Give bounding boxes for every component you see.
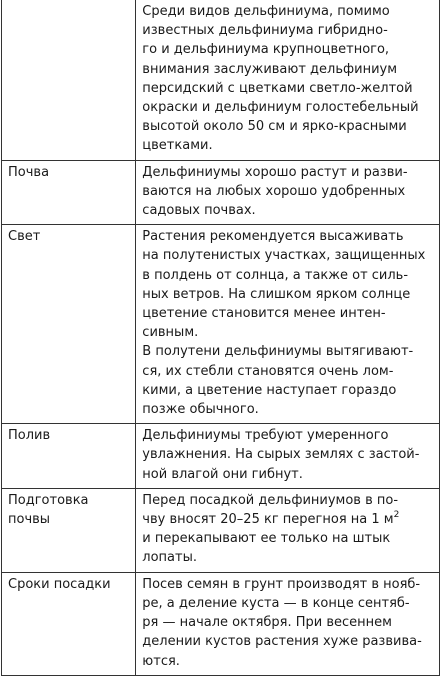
text-line: лопаты. bbox=[142, 550, 197, 566]
row-label-planting-time: Сроки посадки bbox=[2, 572, 136, 675]
text-line: Перед посадкой дельфиниумов в по- bbox=[142, 492, 399, 508]
light-paragraph-1 bbox=[142, 227, 433, 342]
text-line: ря — начале октября. При весеннем bbox=[142, 615, 392, 631]
text-line-with-unit bbox=[142, 510, 433, 529]
text-fragment: чву вносят 20–25 кг перегноя на 1 м bbox=[142, 512, 394, 528]
text-line: Дельфиниумы хорошо растут и разви- bbox=[142, 164, 408, 180]
text-line: позже обычного. bbox=[142, 402, 259, 418]
plant-care-table bbox=[1, 0, 440, 676]
superscript-two: 2 bbox=[393, 510, 400, 521]
row-label-watering: Полив bbox=[2, 424, 136, 489]
text-line: ных ветров. На слишком ярком солнце bbox=[142, 286, 411, 302]
row-label-light: Свет bbox=[2, 225, 136, 424]
row-label-species bbox=[2, 0, 136, 160]
light-paragraph-2 bbox=[142, 342, 433, 419]
row-text-soil bbox=[136, 160, 440, 225]
soil-preparation-paragraph bbox=[142, 491, 433, 568]
text-line: ре, а деление куста — в конце сентяб- bbox=[142, 595, 410, 611]
text-line: окраски и дельфиниум голостебельный bbox=[142, 100, 419, 116]
row-text-soil-preparation bbox=[136, 488, 440, 572]
text-line: персидский с цветками светло-желтой bbox=[142, 80, 413, 96]
table-row-species bbox=[2, 0, 440, 160]
text-line: цветение становится менее интен- bbox=[142, 306, 386, 322]
table-row-light bbox=[2, 225, 440, 424]
table-row-soil bbox=[2, 160, 440, 225]
label-line: Подготовка bbox=[8, 492, 89, 508]
text-line: Дельфиниумы требуют умеренного bbox=[142, 428, 389, 444]
table-row-watering bbox=[2, 424, 440, 489]
row-text-watering bbox=[136, 424, 440, 489]
text-line: Посев семян в грунт производят в нояб- bbox=[142, 576, 421, 592]
text-line: ются. bbox=[142, 653, 180, 669]
row-label-soil: Почва bbox=[2, 160, 136, 225]
text-line: Среди видов дельфиниума, помимо bbox=[142, 4, 390, 19]
text-line: на полутенистых участках, защищенных bbox=[142, 248, 426, 264]
text-line: В полутени дельфиниумы вытягивают- bbox=[142, 344, 414, 360]
text-line: известных дельфиниума гибридно- bbox=[142, 23, 388, 39]
text-line: ной влагой они гибнут. bbox=[142, 466, 303, 482]
text-line: Растения рекомендуется высаживать bbox=[142, 229, 404, 245]
text-line: садовых почвах. bbox=[142, 203, 256, 219]
text-line: внимания заслуживают дельфиниум bbox=[142, 61, 398, 77]
table-row-planting-time bbox=[2, 572, 440, 675]
table-row-soil-preparation bbox=[2, 488, 440, 572]
text-line: высотой около 50 см и ярко-красными bbox=[142, 119, 407, 135]
species-paragraph bbox=[142, 2, 433, 156]
text-line: делении кустов растения хуже развива- bbox=[142, 634, 422, 650]
text-line: и перекапывают ее только на штык bbox=[142, 531, 391, 547]
row-text-planting-time bbox=[136, 572, 440, 675]
text-line: ваются на любых хорошо удобренных bbox=[142, 183, 406, 199]
text-line: го и дельфиниума крупноцветного, bbox=[142, 42, 390, 58]
planting-time-paragraph bbox=[142, 575, 433, 671]
row-text-species bbox=[136, 0, 440, 160]
row-label-soil-preparation bbox=[2, 488, 136, 572]
soil-paragraph bbox=[142, 163, 433, 221]
row-text-light bbox=[136, 225, 440, 424]
text-line: кими, а цветение наступает гораздо bbox=[142, 382, 397, 398]
text-line: сивным. bbox=[142, 325, 199, 341]
watering-paragraph bbox=[142, 426, 433, 484]
label-line: почвы bbox=[8, 512, 51, 528]
text-line: увлажнения. На сырых землях с застой- bbox=[142, 447, 420, 463]
text-line: в полдень от солнца, а также от силь- bbox=[142, 267, 409, 283]
text-line: ся, их стебли становятся очень лом- bbox=[142, 363, 394, 379]
text-line: цветками. bbox=[142, 138, 213, 154]
